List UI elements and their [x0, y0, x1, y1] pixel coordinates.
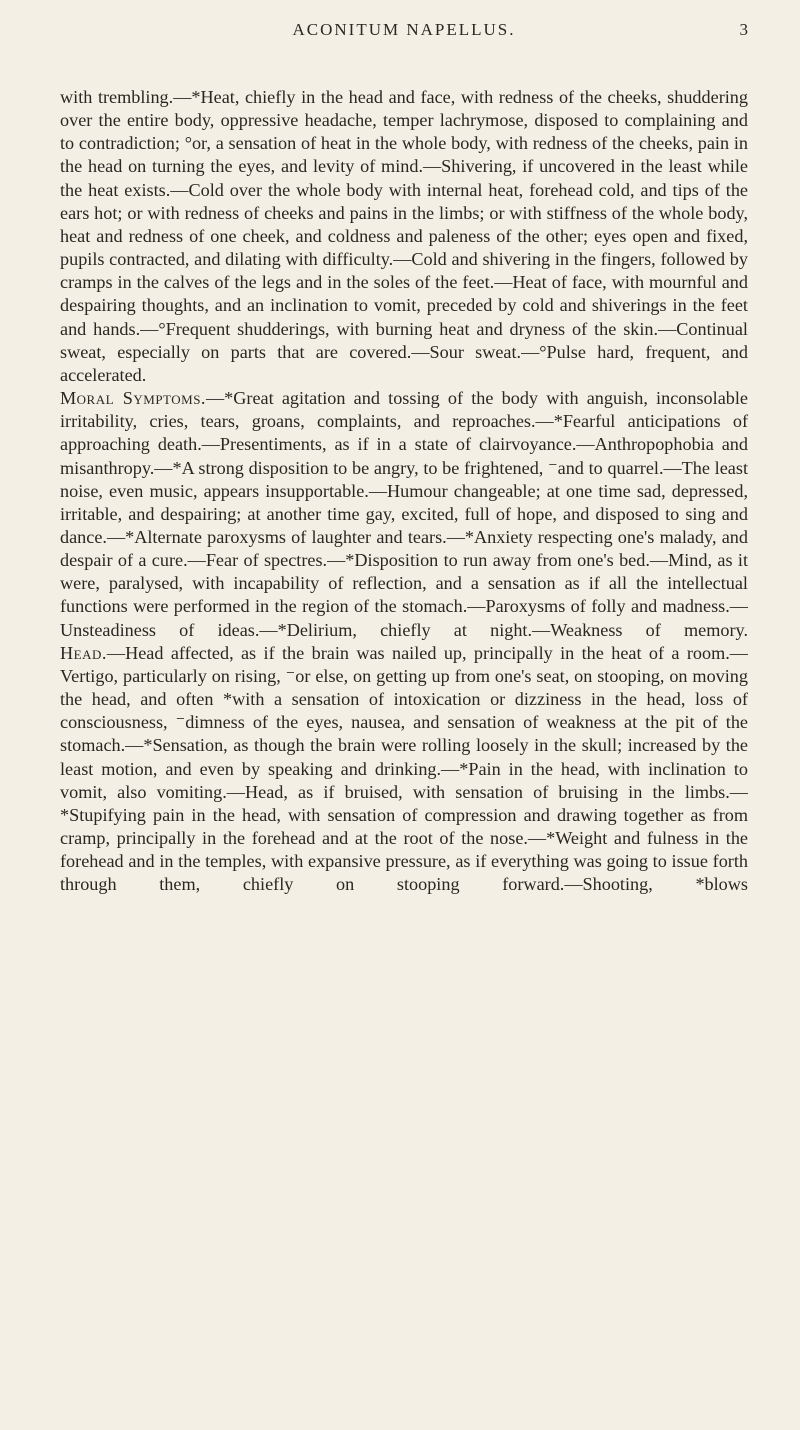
body-text — [60, 86, 748, 896]
paragraph-text: —*Great agitation and tossing of the body with anguish, inconsolable irritability, cries, tears, groans, complaints, and reproaches.—*Fearful anticipations of approaching death.—Presentiments, as if in a state of clairvoyance.—Anthropophobia and misanthropy.—*A strong disposition to be angry, to be frightened, ⁻and to quarrel.—The least noise, even music, appears insupportable.—Humour changeable; at one time sad, depressed, irritable, and despairing; at another time gay, excited, full of hope, and disposed to sing and dance.—*Alternate paroxysms of laughter and tears.—*Anxiety respecting one's malady, and despair of a cure.—Fear of spectres.—*Disposition to run away from one's bed.—Mind, as it were, paralysed, with incapability of reflection, and a sensation as if all the intellectual functions were performed in the region of the stomach.—Paroxysms of folly and madness.—Unsteadiness of ideas.—*Delirium, chiefly at night.—Weakness of memory. — [60, 388, 748, 640]
paragraph-fever-continued — [60, 86, 748, 387]
paragraph-head — [60, 642, 748, 897]
paragraph-text: with trembling.—*Heat, chiefly in the head and face, with redness of the cheeks, shuddering over the entire body, oppressive headache, temper lachrymose, disposed to complaining and to contradiction; °or, a sensation of heat in the whole body, with redness of the cheeks, pain in the head on turning the eyes, and levity of mind.—Shivering, if uncovered in the least while the heat exists.—Cold over the whole body with internal heat, forehead cold, and tips of the ears hot; or with redness of cheeks and pains in the limbs; or with stiffness of the whole body, heat and redness of one cheek, and coldness and paleness of the other; eyes open and fixed, pupils contracted, and dilating with difficulty.—Cold and shivering in the fingers, followed by cramps in the calves of the legs and in the soles of the feet.—Heat of face, with mournful and despairing thoughts, and an inclination to vomit, preceded by cold and shiverings in the feet and hands.—°Frequent shudderings, with burning heat and dryness of the skin.—Continual sweat, especially on parts that are covered.—Sour sweat.—°Pulse hard, frequent, and accelerated. — [60, 87, 748, 385]
section-heading-moral-symptoms: Moral Symptoms. — [60, 388, 206, 409]
paragraph-moral-symptoms — [60, 387, 748, 642]
paragraph-text: —Head affected, as if the brain was nailed up, principally in the heat of a room.—Vertigo, particularly on rising, ⁻or else, on getting up from one's seat, on stooping, on moving the head, and often *with a sensation of intoxication or dizziness in the head, loss of consciousness, ⁻dimness of the eyes, nausea, and sensation of weakness at the pit of the stomach.—*Sensation, as though the brain were rolling loosely in the skull; increased by the least motion, and even by speaking and drinking.—*Pain in the head, with inclination to vomit, also vomiting.—Head, as if bruised, with sensation of bruising in the limbs.—*Stupifying pain in the head, with sensation of compression and drawing together as from cramp, principally in the forehead and at the root of the nose.—*Weight and fulness in the forehead and in the temples, with expansive pressure, as if everything was going to issue forth through them, chiefly on stooping forward.—Shooting, *blows — [60, 642, 748, 895]
running-title: ACONITUM NAPELLUS. — [292, 20, 516, 39]
running-head — [60, 0, 748, 44]
section-heading-head: Head. — [60, 642, 107, 663]
page-number: 3 — [739, 20, 748, 39]
